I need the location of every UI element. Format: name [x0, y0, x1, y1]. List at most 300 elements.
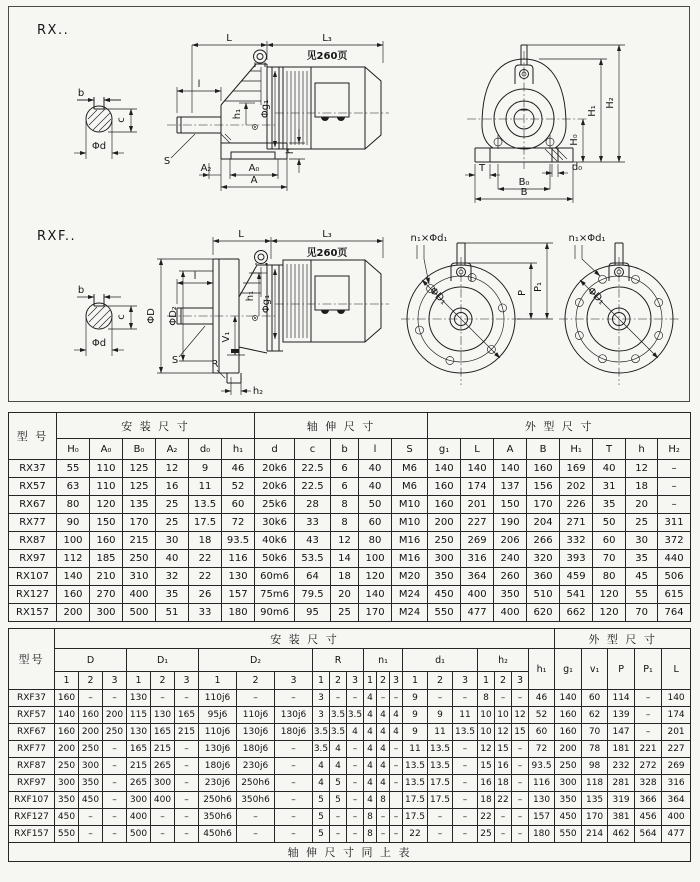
value-cell: 116: [222, 550, 255, 568]
value-cell: 8: [364, 809, 377, 826]
value-cell: 25: [331, 604, 359, 622]
value-cell: 135: [123, 496, 156, 514]
value-cell: 20k6: [255, 460, 295, 478]
value-cell: 204: [527, 514, 560, 532]
value-cell: 140: [494, 460, 527, 478]
value-cell: 300: [428, 550, 461, 568]
variant-index: 1: [199, 672, 237, 690]
value-cell: 130j6: [237, 724, 275, 741]
value-cell: –: [495, 809, 512, 826]
value-cell: 360: [527, 568, 560, 586]
value-cell: –: [428, 809, 453, 826]
dim-label-phi-d: Φd: [91, 141, 107, 152]
value-cell: 350: [55, 792, 79, 809]
value-cell: –: [347, 809, 364, 826]
value-cell: 140: [55, 707, 79, 724]
value-cell: 4: [390, 707, 403, 724]
model-cell: RX57: [9, 478, 57, 496]
value-cell: 130j6: [275, 707, 313, 724]
value-cell: 52: [222, 478, 255, 496]
value-cell: –: [79, 690, 103, 707]
value-cell: 33: [189, 604, 222, 622]
dim-label-d0: d₀: [571, 162, 583, 173]
value-cell: 160: [57, 586, 90, 604]
value-cell: 12: [478, 741, 495, 758]
variant-index: 2: [151, 672, 175, 690]
value-cell: 4: [364, 741, 377, 758]
value-cell: 20: [331, 586, 359, 604]
value-cell: 4: [364, 792, 377, 809]
value-cell: –: [175, 775, 199, 792]
col-header: B₀: [123, 439, 156, 460]
value-cell: 25: [626, 514, 658, 532]
value-cell: 33: [295, 514, 331, 532]
value-cell: 227: [461, 514, 494, 532]
col-group-header: h₂: [478, 649, 529, 672]
value-cell: 10: [478, 724, 495, 741]
dim-label-phi-D1: ΦD₁: [426, 285, 449, 308]
value-cell: 140: [555, 690, 582, 707]
value-cell: 332: [560, 532, 593, 550]
rxf-flange-front-view-1: [401, 233, 553, 385]
model-cell: RXF107: [9, 792, 55, 809]
value-cell: 18: [478, 792, 495, 809]
value-cell: –: [175, 792, 199, 809]
value-cell: 300: [151, 775, 175, 792]
value-cell: 250: [79, 741, 103, 758]
value-cell: 110j6: [199, 690, 237, 707]
table-row: [9, 496, 691, 514]
value-cell: 265: [127, 775, 151, 792]
value-cell: 300: [79, 758, 103, 775]
value-cell: 150: [494, 496, 527, 514]
value-cell: –: [330, 826, 347, 843]
value-cell: 350h6: [237, 792, 275, 809]
value-cell: 118: [582, 775, 608, 792]
col-group-header: n₁: [364, 649, 403, 672]
outline-group-header: 外 型 尺 寸: [428, 413, 691, 439]
value-cell: 139: [608, 707, 635, 724]
value-cell: –: [495, 690, 512, 707]
value-cell: –: [151, 690, 175, 707]
value-cell: 181: [608, 741, 635, 758]
value-cell: 169: [560, 460, 593, 478]
value-cell: 160: [428, 478, 461, 496]
value-cell: 90m6: [255, 604, 295, 622]
value-cell: 130: [151, 707, 175, 724]
value-cell: 8: [364, 826, 377, 843]
footer-note: 轴 伸 尺 寸 同 上 表: [9, 843, 691, 862]
value-cell: 477: [461, 604, 494, 622]
value-cell: 15: [478, 758, 495, 775]
rx-series-label: RX..: [37, 23, 70, 38]
variant-index: 3: [103, 672, 127, 690]
value-cell: –: [330, 690, 347, 707]
dim-label-phi-D1: ΦD₁: [584, 285, 607, 308]
value-cell: –: [103, 809, 127, 826]
dim-label-A0: A₀: [248, 163, 260, 174]
variant-index: 1: [364, 672, 377, 690]
value-cell: –: [237, 809, 275, 826]
dim-label-P: P: [517, 289, 528, 297]
value-cell: 260: [494, 568, 527, 586]
value-cell: 381: [608, 809, 635, 826]
value-cell: 53.5: [295, 550, 331, 568]
value-cell: –: [377, 690, 390, 707]
value-cell: 25: [156, 514, 189, 532]
value-cell: 72: [222, 514, 255, 532]
value-cell: 400: [123, 586, 156, 604]
value-cell: 16: [156, 478, 189, 496]
value-cell: 214: [582, 826, 608, 843]
value-cell: 100: [359, 550, 392, 568]
value-cell: 11: [403, 741, 428, 758]
value-cell: 8: [478, 690, 495, 707]
value-cell: –: [428, 826, 453, 843]
value-cell: 662: [560, 604, 593, 622]
value-cell: 400: [127, 809, 151, 826]
col-header: h: [626, 439, 658, 460]
value-cell: 180j6: [275, 724, 313, 741]
sub-group-header-row: [9, 649, 691, 672]
value-cell: –: [512, 826, 529, 843]
value-cell: –: [428, 690, 453, 707]
value-cell: 202: [560, 478, 593, 496]
value-cell: 22.5: [295, 460, 331, 478]
variant-index: 3: [453, 672, 478, 690]
value-cell: 6: [331, 478, 359, 496]
rx-shaft-section: [74, 88, 137, 159]
value-cell: 250: [103, 724, 127, 741]
value-cell: 440: [658, 550, 691, 568]
value-cell: 615: [658, 586, 691, 604]
value-cell: 52: [529, 707, 555, 724]
model-cell: RX67: [9, 496, 57, 514]
value-cell: 506: [658, 568, 691, 586]
col-header: d: [255, 439, 295, 460]
value-cell: [390, 792, 403, 809]
value-cell: –: [175, 741, 199, 758]
value-cell: 160: [55, 690, 79, 707]
variant-index: 1: [127, 672, 151, 690]
value-cell: 17.5: [428, 775, 453, 792]
dim-label-b: b: [77, 285, 85, 296]
value-cell: –: [103, 792, 127, 809]
dim-label-A2: A₂: [200, 163, 212, 174]
dim-label-h1: h₁: [245, 290, 256, 302]
value-cell: 4: [364, 707, 377, 724]
footer-row: [9, 843, 691, 862]
value-cell: 456: [635, 809, 662, 826]
value-cell: 319: [608, 792, 635, 809]
value-cell: 9: [403, 690, 428, 707]
variant-index: 3: [512, 672, 529, 690]
value-cell: –: [377, 809, 390, 826]
value-cell: –: [275, 792, 313, 809]
value-cell: –: [103, 775, 127, 792]
value-cell: 60: [359, 514, 392, 532]
value-cell: 364: [461, 568, 494, 586]
dim-label-l: l: [197, 79, 201, 90]
value-cell: –: [658, 478, 691, 496]
value-cell: 13.5: [189, 496, 222, 514]
value-cell: 110: [90, 460, 123, 478]
model-cell: RXF87: [9, 758, 55, 775]
value-cell: 60: [222, 496, 255, 514]
value-cell: –: [275, 775, 313, 792]
value-cell: 250h6: [237, 775, 275, 792]
model-cell: RX157: [9, 604, 57, 622]
col-header: L: [461, 439, 494, 460]
table-row: [9, 478, 691, 496]
value-cell: 125: [123, 460, 156, 478]
value-cell: 4: [377, 775, 390, 792]
value-cell: –: [635, 690, 662, 707]
value-cell: 45: [626, 568, 658, 586]
table-row: [9, 550, 691, 568]
col-header: A: [494, 439, 527, 460]
col-header: H₀: [57, 439, 90, 460]
col-header: H₁: [560, 439, 593, 460]
value-cell: 320: [527, 550, 560, 568]
value-cell: –: [347, 792, 364, 809]
value-cell: M16: [392, 532, 428, 550]
dim-label-h2: h₂: [252, 386, 264, 397]
value-cell: 3.5: [330, 724, 347, 741]
value-cell: 350h6: [199, 809, 237, 826]
value-cell: 550: [55, 826, 79, 843]
value-cell: 4: [377, 707, 390, 724]
dim-label-phi-D: ΦD: [146, 308, 157, 324]
value-cell: –: [151, 809, 175, 826]
col-header: h₁: [222, 439, 255, 460]
value-cell: 50: [359, 496, 392, 514]
model-cell: RXF77: [9, 741, 55, 758]
model-cell: RX107: [9, 568, 57, 586]
dim-label-R: R: [211, 359, 219, 370]
value-cell: 4: [377, 724, 390, 741]
value-cell: 80: [359, 532, 392, 550]
col-header: g₁: [428, 439, 461, 460]
variant-index: 2: [428, 672, 453, 690]
value-cell: 310: [123, 568, 156, 586]
value-cell: 90: [57, 514, 90, 532]
table-row: [9, 586, 691, 604]
value-cell: 250: [55, 758, 79, 775]
value-cell: 550: [555, 826, 582, 843]
value-cell: 93.5: [529, 758, 555, 775]
value-cell: 250h6: [199, 792, 237, 809]
value-cell: 70: [582, 724, 608, 741]
value-cell: 272: [635, 758, 662, 775]
mount-group-header: 安 装 尺 寸: [55, 629, 555, 649]
value-cell: 200: [103, 707, 127, 724]
value-cell: 10: [478, 707, 495, 724]
value-cell: 40: [359, 460, 392, 478]
value-cell: 270: [90, 586, 123, 604]
value-cell: 185: [90, 550, 123, 568]
table-row: [9, 826, 691, 843]
model-cell: RX127: [9, 586, 57, 604]
value-cell: 60: [582, 690, 608, 707]
rxf-table-body: [9, 690, 691, 843]
col-header: A₂: [156, 439, 189, 460]
value-cell: 230j6: [199, 775, 237, 792]
value-cell: –: [390, 809, 403, 826]
value-cell: 20: [626, 496, 658, 514]
value-cell: 28: [295, 496, 331, 514]
value-cell: 79.5: [295, 586, 331, 604]
value-cell: 4: [330, 758, 347, 775]
value-cell: 5: [330, 792, 347, 809]
value-cell: M16: [392, 550, 428, 568]
dim-label-c: c: [116, 314, 127, 320]
value-cell: 18: [495, 775, 512, 792]
value-cell: 500: [127, 826, 151, 843]
value-cell: 13.5: [403, 758, 428, 775]
variant-index: 2: [79, 672, 103, 690]
rxf-shaft-section: [74, 285, 137, 356]
value-cell: –: [175, 809, 199, 826]
value-cell: –: [390, 690, 403, 707]
value-cell: 35: [593, 496, 626, 514]
value-cell: 221: [635, 741, 662, 758]
value-cell: 4: [347, 724, 364, 741]
model-cell: RX97: [9, 550, 57, 568]
value-cell: 80: [57, 496, 90, 514]
value-cell: –: [237, 690, 275, 707]
value-cell: –: [79, 826, 103, 843]
col-header: d₀: [189, 439, 222, 460]
value-cell: 4: [313, 775, 330, 792]
value-cell: 30: [626, 532, 658, 550]
value-cell: 55: [626, 586, 658, 604]
col-group-header: d₁: [403, 649, 478, 672]
col-group-header: D₂: [199, 649, 313, 672]
value-cell: 3.5: [347, 707, 364, 724]
value-cell: 316: [461, 550, 494, 568]
value-cell: 459: [560, 568, 593, 586]
value-cell: 40: [156, 550, 189, 568]
value-cell: 350: [555, 792, 582, 809]
value-cell: 22: [189, 568, 222, 586]
dim-label-L3: L₃: [322, 33, 332, 44]
value-cell: 230j6: [237, 758, 275, 775]
value-cell: 366: [635, 792, 662, 809]
dim-label-b: b: [77, 88, 85, 99]
value-cell: –: [347, 826, 364, 843]
value-cell: 550: [428, 604, 461, 622]
value-cell: 140: [662, 690, 691, 707]
value-cell: 232: [608, 758, 635, 775]
value-cell: 25: [478, 826, 495, 843]
value-cell: –: [512, 809, 529, 826]
value-cell: 170: [582, 809, 608, 826]
value-cell: M10: [392, 496, 428, 514]
value-cell: 393: [560, 550, 593, 568]
value-cell: 22: [189, 550, 222, 568]
value-cell: 4: [313, 758, 330, 775]
dim-label-A: A: [250, 175, 258, 186]
value-cell: 16: [478, 775, 495, 792]
dim-label-H1: H₁: [587, 105, 598, 117]
value-cell: 180j6: [199, 758, 237, 775]
value-cell: 120: [359, 568, 392, 586]
value-cell: –: [275, 758, 313, 775]
value-cell: 174: [662, 707, 691, 724]
value-cell: 40: [593, 460, 626, 478]
value-cell: 13.5: [453, 724, 478, 741]
value-cell: M6: [392, 460, 428, 478]
value-cell: 250: [555, 758, 582, 775]
value-cell: 60m6: [255, 568, 295, 586]
table-row: [9, 690, 691, 707]
value-cell: 311: [658, 514, 691, 532]
value-cell: 328: [635, 775, 662, 792]
value-cell: 4: [364, 775, 377, 792]
table-row: [9, 568, 691, 586]
value-cell: –: [453, 792, 478, 809]
value-cell: 120: [90, 496, 123, 514]
value-cell: 160: [428, 496, 461, 514]
value-cell: –: [512, 775, 529, 792]
value-cell: 477: [662, 826, 691, 843]
table-row: [9, 741, 691, 758]
variant-index: 3: [347, 672, 364, 690]
value-cell: –: [275, 826, 313, 843]
value-cell: 140: [428, 460, 461, 478]
value-cell: 201: [461, 496, 494, 514]
value-cell: 157: [529, 809, 555, 826]
value-cell: 180: [529, 826, 555, 843]
dim-label-h: h: [285, 147, 296, 155]
rx-table-body: [9, 460, 691, 622]
col-header: S: [392, 439, 428, 460]
col-header: l: [359, 439, 392, 460]
outline-group-header: 外 型 尺 寸: [555, 629, 691, 649]
value-cell: 17.5: [403, 809, 428, 826]
value-cell: 25: [156, 496, 189, 514]
value-cell: 43: [295, 532, 331, 550]
value-cell: –: [175, 758, 199, 775]
value-cell: 5: [330, 775, 347, 792]
value-cell: –: [453, 690, 478, 707]
value-cell: 95j6: [199, 707, 237, 724]
value-cell: 160: [90, 532, 123, 550]
rxf-flange-front-view-2: [559, 233, 681, 385]
value-cell: –: [390, 758, 403, 775]
value-cell: 20k6: [255, 478, 295, 496]
value-cell: 110: [90, 478, 123, 496]
value-cell: 160: [79, 707, 103, 724]
table-row: [9, 707, 691, 724]
dim-label-H0: H₀: [569, 134, 580, 146]
value-cell: 17.5: [403, 792, 428, 809]
value-cell: 12: [626, 460, 658, 478]
value-cell: 15: [495, 741, 512, 758]
value-cell: 100: [57, 532, 90, 550]
value-cell: 30k6: [255, 514, 295, 532]
value-cell: 450: [79, 792, 103, 809]
group-header-row: [9, 413, 691, 439]
dim-label-c: c: [116, 117, 127, 123]
value-cell: –: [275, 809, 313, 826]
dim-label-phi-g1: Φg₁: [261, 294, 272, 314]
value-cell: 70: [593, 550, 626, 568]
value-cell: 269: [461, 532, 494, 550]
col-header: g₁: [555, 649, 582, 690]
value-cell: 300: [55, 775, 79, 792]
